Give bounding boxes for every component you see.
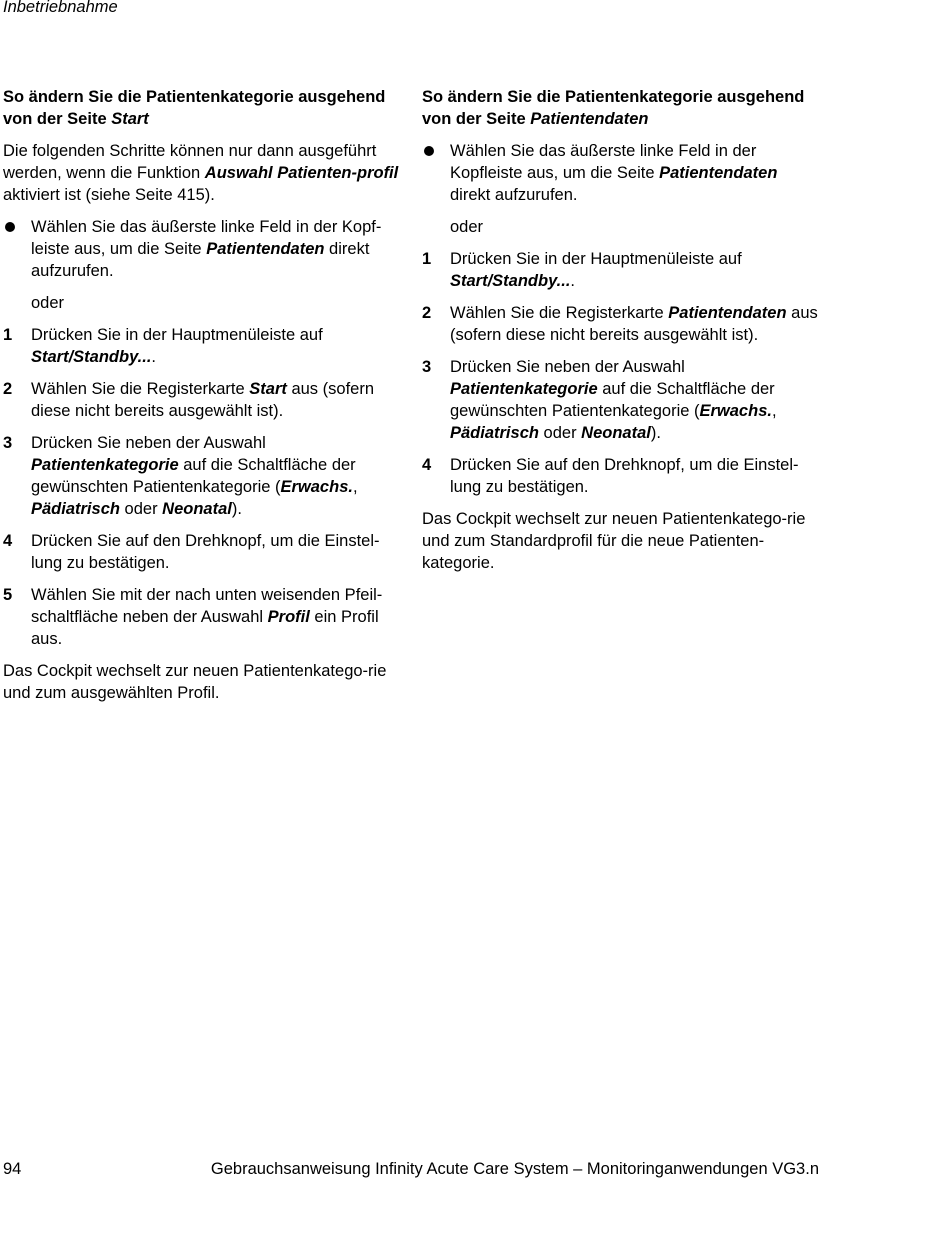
right-heading-emphasis: Patientendaten	[530, 110, 649, 128]
step-number: 2	[422, 304, 432, 322]
right-bullet-page: Patientendaten	[659, 164, 778, 182]
right-step-3-option-adult: Erwachs.	[699, 402, 772, 420]
right-step-3	[422, 356, 822, 444]
right-result: Das Cockpit wechselt zur neuen Patientenkatego-rie und zum Standardprofil für die neue Patienten-kategorie.	[422, 510, 806, 572]
right-heading-text: So ändern Sie die Patientenkategorie ausgehend von der Seite	[422, 88, 805, 128]
right-step-3-sep: ,	[771, 402, 777, 420]
left-step-2-tail: aus (sofern diese nicht bereits ausgewählt ist).	[31, 380, 374, 420]
right-bullet-tail: direkt aufzurufen.	[450, 186, 578, 204]
bullet-icon	[424, 146, 434, 156]
left-step-1-menu: Start/Standby...	[31, 348, 152, 366]
left-result: Das Cockpit wechselt zur neuen Patientenkatego-rie und zum ausgewählten Profil.	[3, 662, 387, 702]
left-step-2	[3, 378, 403, 422]
left-step-3-selection: Patientenkategorie	[31, 456, 179, 474]
left-step-1-text: Drücken Sie in der Hauptmenüleiste auf	[31, 326, 323, 344]
left-bullet-text: Wählen Sie das äußerste linke Feld in der Kopf-leiste aus, um die Seite	[31, 218, 382, 258]
left-bullet-page: Patientendaten	[206, 240, 325, 258]
right-step-3-mid: auf die Schaltfläche der gewünschten Patientenkategorie (	[450, 380, 775, 420]
step-number: 3	[422, 358, 432, 376]
right-step-3-selection: Patientenkategorie	[450, 380, 598, 398]
left-step-1-tail: .	[151, 348, 157, 366]
left-heading-emphasis: Start	[111, 110, 149, 128]
right-step-3-or: oder	[538, 424, 582, 442]
step-number: 1	[422, 250, 432, 268]
left-bullet-tail: direkt aufzurufen.	[31, 240, 370, 280]
left-intro-tail: aktiviert ist (siehe Seite 415).	[3, 186, 215, 204]
left-bullet-item	[3, 216, 403, 282]
left-step-3-option-neonatal: Neonatal	[162, 500, 232, 518]
right-step-1	[422, 248, 822, 292]
step-number: 1	[3, 326, 13, 344]
right-step-1-text: Drücken Sie in der Hauptmenüleiste auf	[450, 250, 742, 268]
left-step-3-option-adult: Erwachs.	[280, 478, 353, 496]
left-step-3-or: oder	[119, 500, 163, 518]
left-step-3	[3, 432, 403, 520]
left-step-1	[3, 324, 403, 368]
left-oder: oder	[31, 294, 65, 312]
step-number: 2	[3, 380, 13, 398]
left-step-2-tab: Start	[249, 380, 287, 398]
right-bullet-item	[422, 140, 822, 206]
right-step-4-text: Drücken Sie auf den Drehknopf, um die Einstel-lung zu bestätigen.	[450, 456, 799, 496]
left-step-2-text: Wählen Sie die Registerkarte	[31, 380, 250, 398]
left-step-5	[3, 584, 403, 650]
step-number: 4	[422, 456, 432, 474]
left-intro	[3, 140, 403, 206]
right-column	[422, 86, 822, 584]
left-step-4	[3, 530, 403, 574]
right-bullet-text: Wählen Sie das äußerste linke Feld in der Kopfleiste aus, um die Seite	[450, 142, 757, 182]
left-heading	[3, 86, 403, 130]
right-step-2	[422, 302, 822, 346]
step-number: 5	[3, 586, 13, 604]
right-step-3-option-pediatric: Pädiatrisch	[450, 424, 539, 442]
left-intro-function: Auswahl Patienten-profil	[204, 164, 399, 182]
left-step-3-tail: ).	[231, 500, 242, 518]
right-step-3-option-neonatal: Neonatal	[581, 424, 651, 442]
left-step-3-option-pediatric: Pädiatrisch	[31, 500, 120, 518]
left-column	[3, 86, 403, 714]
left-step-3-mid: auf die Schaltfläche der gewünschten Patientenkategorie (	[31, 456, 356, 496]
right-step-1-tail: .	[570, 272, 576, 290]
left-heading-text: So ändern Sie die Patientenkategorie ausgehend von der Seite	[3, 88, 386, 128]
document-title: Gebrauchsanweisung Infinity Acute Care System – Monitoringanwendungen VG3.n	[210, 1160, 819, 1178]
bullet-icon	[5, 222, 15, 232]
page-number: 94	[3, 1160, 22, 1178]
left-step-3-sep: ,	[352, 478, 358, 496]
step-number: 4	[3, 532, 13, 550]
right-step-3-text: Drücken Sie neben der Auswahl	[450, 358, 685, 376]
left-step-5-tail: ein Profil aus.	[31, 608, 379, 648]
right-step-4	[422, 454, 822, 498]
left-intro-text: Die folgenden Schritte können nur dann ausgeführt werden, wenn die Funktion	[3, 142, 377, 182]
left-step-4-text: Drücken Sie auf den Drehknopf, um die Einstel-lung zu bestätigen.	[31, 532, 380, 572]
right-step-3-tail: ).	[650, 424, 661, 442]
left-step-5-text: Wählen Sie mit der nach unten weisenden Pfeil-schaltfläche neben der Auswahl	[31, 586, 383, 626]
step-number: 3	[3, 434, 13, 452]
right-step-2-tail: aus (sofern diese nicht bereits ausgewählt ist).	[450, 304, 818, 344]
right-step-1-menu: Start/Standby...	[450, 272, 571, 290]
right-oder: oder	[450, 218, 484, 236]
running-header: Inbetriebnahme	[3, 0, 118, 16]
right-step-2-tab: Patientendaten	[668, 304, 787, 322]
left-step-5-profile: Profil	[267, 608, 310, 626]
left-step-3-text: Drücken Sie neben der Auswahl	[31, 434, 266, 452]
right-heading	[422, 86, 822, 130]
right-step-2-text: Wählen Sie die Registerkarte	[450, 304, 669, 322]
